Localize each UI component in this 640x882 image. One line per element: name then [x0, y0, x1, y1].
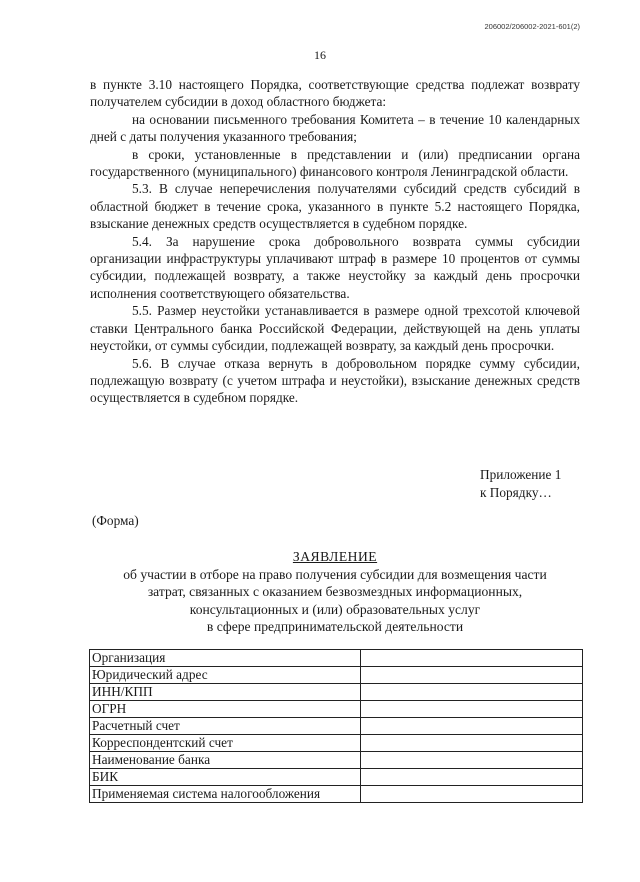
paragraph: 5.6. В случае отказа вернуть в добровольном порядке сумму субсидии, подлежащую возврату (с учетом штрафа и неустойки), взыскание денежных средств осуществляется в судебном порядке.: [90, 355, 580, 406]
table-row: [90, 786, 583, 803]
paragraph: 5.5. Размер неустойки устанавливается в размере одной трехсотой ключевой ставки Центрального банка Российской Федерации, действующей на день уплаты неустойки, от суммы субсидии, подлежащей возврату, за каждый день просрочки.: [90, 303, 580, 354]
field-value[interactable]: [361, 718, 583, 735]
field-label: Корреспондентский счет: [90, 735, 361, 752]
field-label: Применяемая система налогообложения: [90, 786, 361, 803]
table-row: [90, 735, 583, 752]
field-value[interactable]: [361, 701, 583, 718]
application-form-table: [89, 649, 583, 803]
field-value[interactable]: [361, 752, 583, 769]
table-row: [90, 718, 583, 735]
table-row: [90, 667, 583, 684]
table-row: [90, 684, 583, 701]
appendix-line-1: Приложение 1: [480, 467, 562, 482]
form-label: (Форма): [92, 513, 139, 528]
paragraph: на основании письменного требования Комитета – в течение 10 календарных дней с даты получения указанного требования;: [90, 111, 580, 145]
field-value[interactable]: [361, 786, 583, 803]
statement-heading: [80, 548, 590, 636]
statement-subtitle-line: консультационных и (или) образовательных услуг: [189, 601, 481, 617]
document-body: [90, 76, 580, 407]
paragraph: в пункте 3.10 настоящего Порядка, соответствующие средства подлежат возврату получателем субсидии в доход областного бюджета:: [90, 77, 580, 110]
table-row: [90, 650, 583, 667]
field-label: Организация: [90, 650, 361, 667]
paragraph: в сроки, установленные в представлении и (или) предписании органа государственного (муниципального) финансового контроля Ленинградской области.: [90, 146, 580, 180]
page-number: 16: [314, 48, 326, 62]
field-label: Наименование банка: [90, 752, 361, 769]
field-label: ИНН/КПП: [90, 684, 361, 701]
paragraph: 5.3. В случае неперечисления получателями субсидий средств субсидий в областной бюджет в течение срока, указанного в пункте 5.2 настоящего Порядка, взыскание денежных средств осуществляется в судебном порядке.: [90, 181, 580, 232]
statement-title: ЗАЯВЛЕНИЕ: [292, 549, 378, 564]
field-value[interactable]: [361, 684, 583, 701]
statement-subtitle-line: затрат, связанных с оказанием безвозмездных информационных,: [147, 584, 523, 599]
field-label: ОГРН: [90, 701, 361, 718]
field-value[interactable]: [361, 650, 583, 667]
field-value[interactable]: [361, 769, 583, 786]
table-row: [90, 701, 583, 718]
statement-subtitle-line: об участии в отборе на право получения субсидии для возмещения части: [123, 566, 547, 582]
appendix-reference: [480, 466, 561, 502]
document-id: 206002/206002-2021-601(2): [484, 22, 580, 31]
field-value[interactable]: [361, 735, 583, 752]
paragraph: 5.4. За нарушение срока добровольного возврата суммы субсидии организации инфраструктуры уплачивают штраф в размере 10 процентов от суммы субсидии, подлежащей возврату, а также неустойку за каждый день просрочки исполнения соответствующего обязательства.: [90, 233, 580, 301]
statement-subtitle-line: в сфере предпринимательской деятельности: [206, 619, 464, 634]
field-value[interactable]: [361, 667, 583, 684]
field-label: Юридический адрес: [90, 667, 361, 684]
field-label: Расчетный счет: [90, 718, 361, 735]
table-row: [90, 752, 583, 769]
field-label: БИК: [90, 769, 361, 786]
appendix-line-2: к Порядку…: [480, 485, 552, 500]
table-row: [90, 769, 583, 786]
